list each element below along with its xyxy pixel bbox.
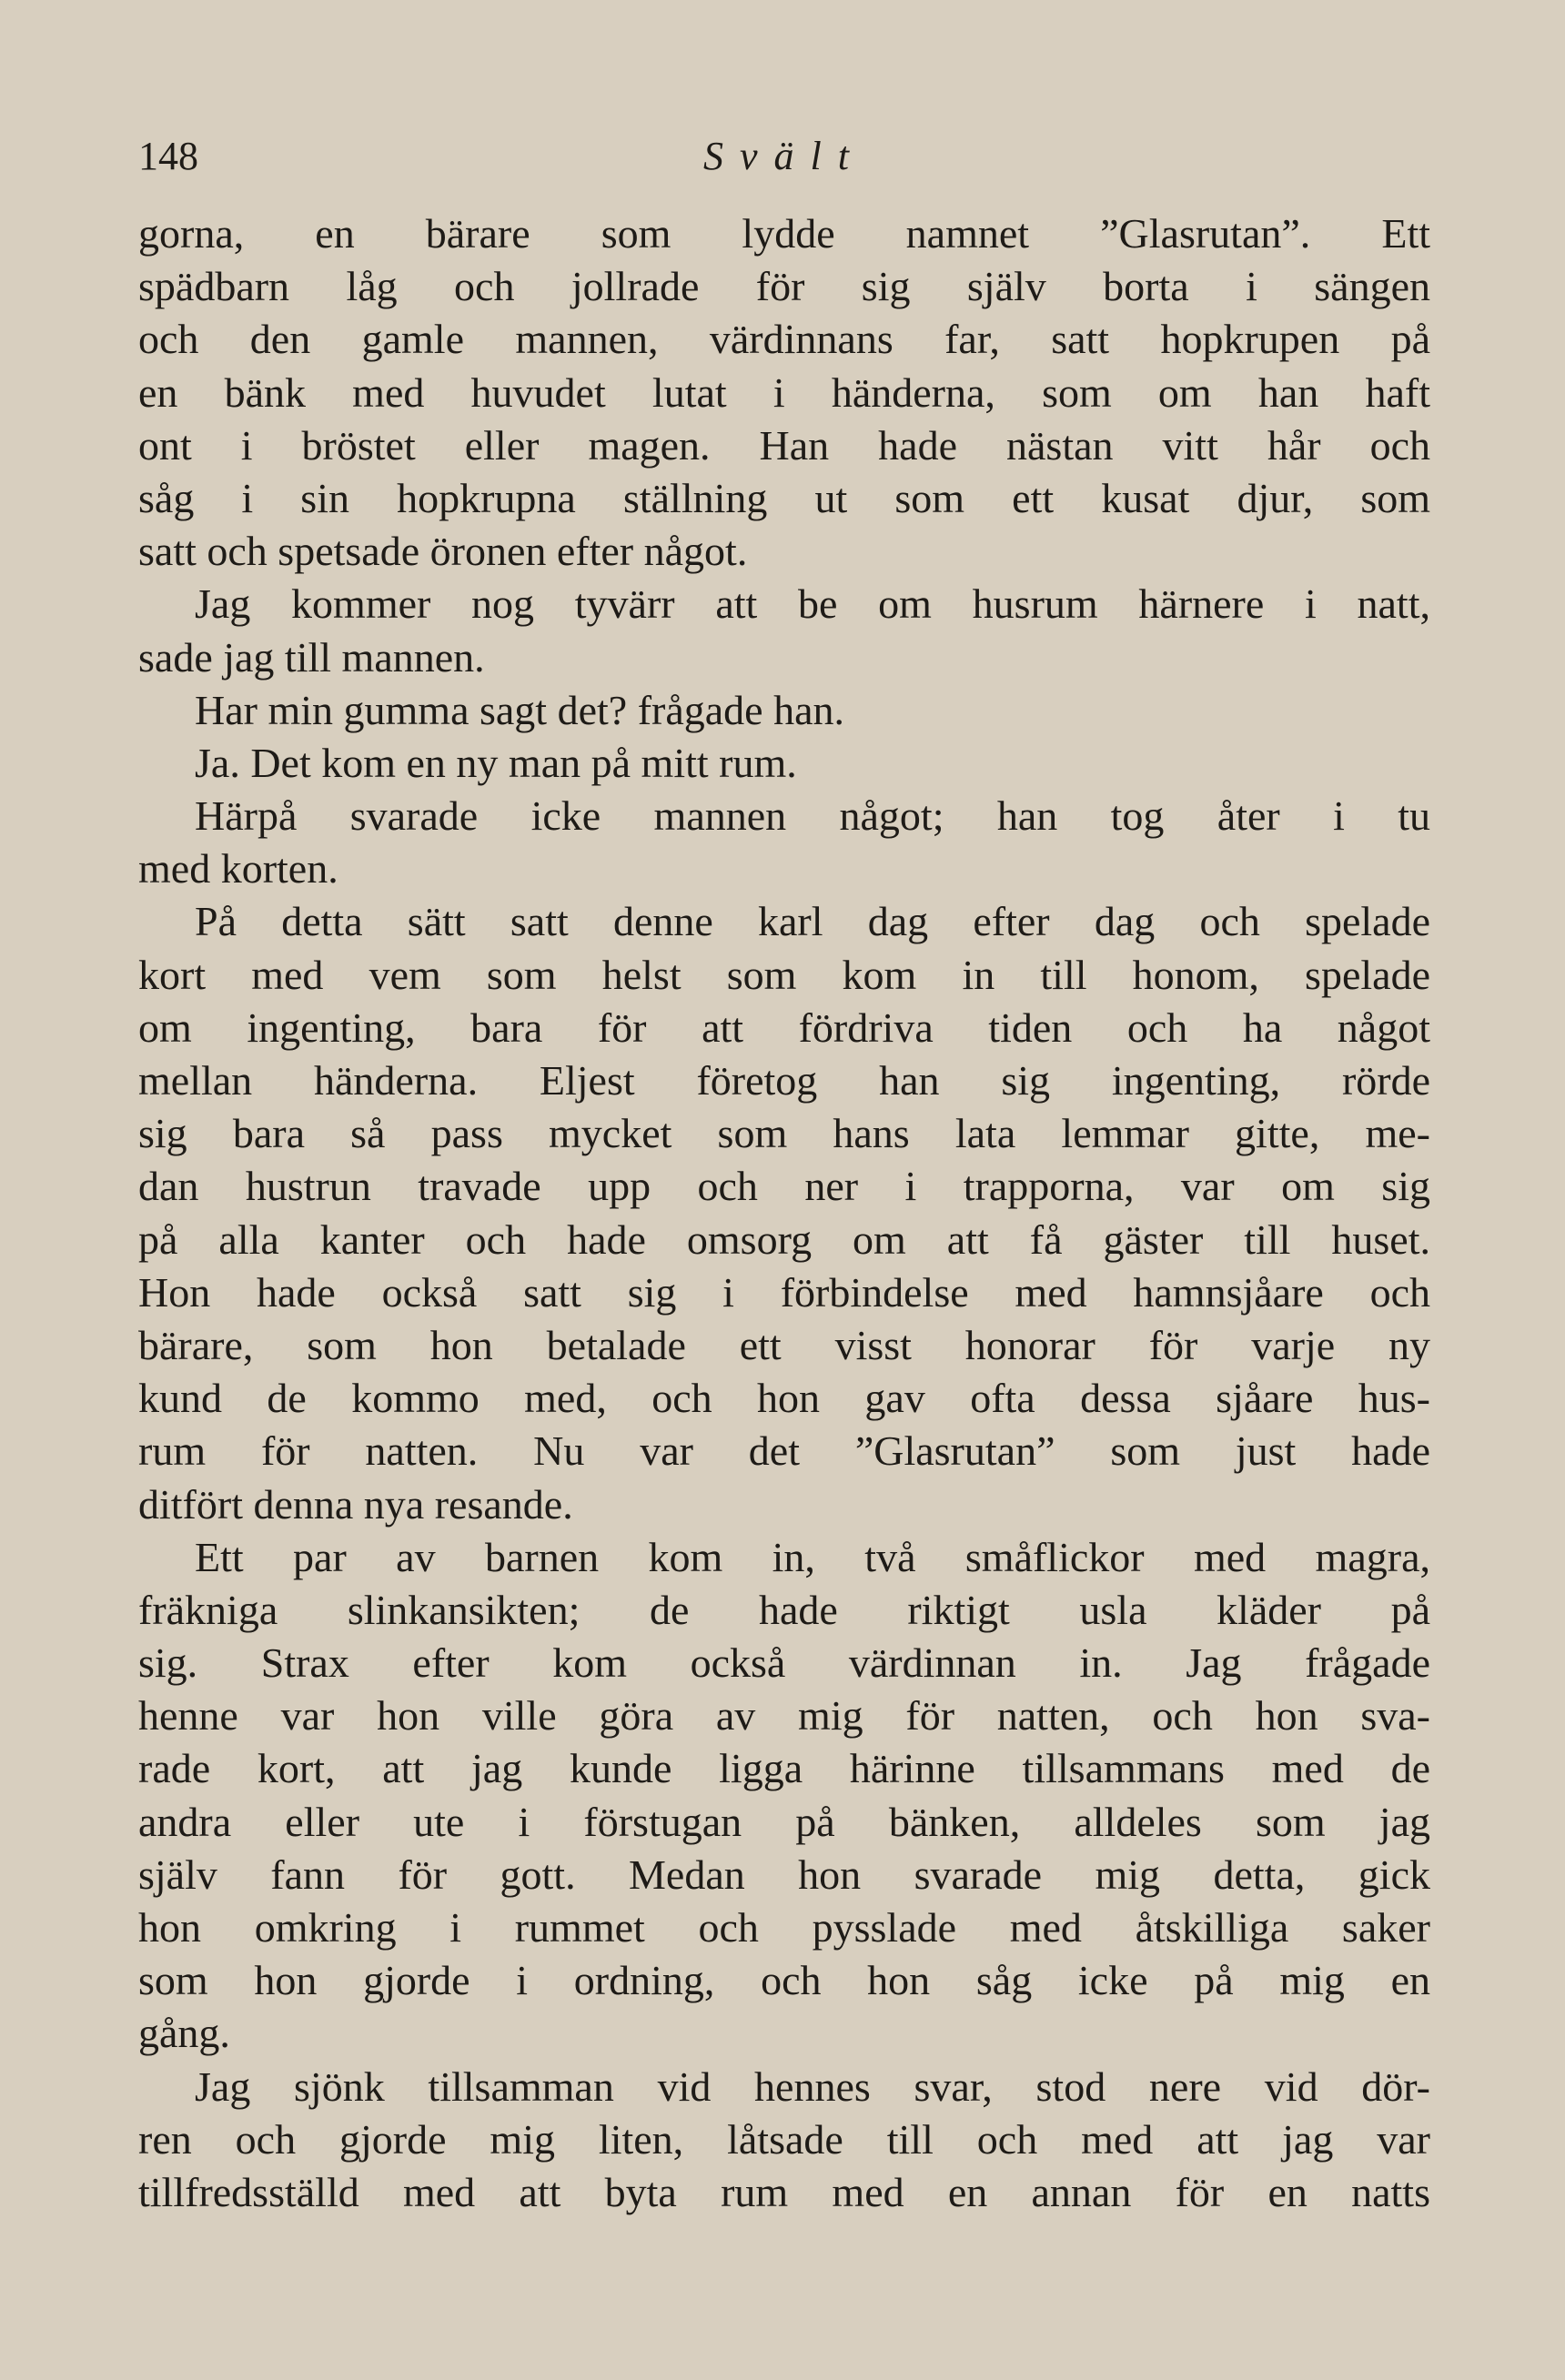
- text-line: hon omkring i rummet och pysslade med åtskilliga saker: [138, 1904, 1430, 1951]
- text-line: bärare, som hon betalade ett visst honorar för varje ny: [138, 1321, 1430, 1368]
- text-line: Ett par av barnen kom in, två småflickor med magra,: [195, 1533, 1430, 1580]
- text-line: en bänk med huvudet lutat i händerna, som om han haft: [138, 368, 1430, 416]
- text-line: ont i bröstet eller magen. Han hade nästan vitt hår och: [138, 421, 1430, 469]
- text-line: tillfredsställd med att byta rum med en annan för en natts: [138, 2168, 1430, 2215]
- text-line: Hon hade också satt sig i förbindelse med hamnsjåare och: [138, 1268, 1430, 1316]
- text-line: sig bara så pass mycket som hans lata lemmar gitte, me-: [138, 1110, 1430, 1157]
- text-line: om ingenting, bara för att fördriva tiden och ha något: [138, 1003, 1430, 1051]
- text-line: På detta sätt satt denne karl dag efter dag och spelade: [195, 898, 1430, 945]
- text-line: och den gamle mannen, värdinnans far, satt hopkrupen på: [138, 316, 1430, 363]
- text-line: Härpå svarade icke mannen något; han tog åter i tu: [195, 792, 1430, 840]
- text-line: ren och gjorde mig liten, låtsade till och med att jag var: [138, 2115, 1430, 2163]
- text-line: rum för natten. Nu var det ”Glasrutan” som just hade: [138, 1427, 1430, 1475]
- text-line: kort med vem som helst som kom in till honom, spelade: [138, 951, 1430, 998]
- text-line: satt och spetsade öronen efter något.: [138, 528, 748, 575]
- text-line: gorna, en bärare som lydde namnet ”Glasrutan”. Ett: [138, 210, 1430, 257]
- text-line: själv fann för gott. Medan hon svarade mig detta, gick: [138, 1851, 1430, 1898]
- text-line: rade kort, att jag kunde ligga härinne tillsammans med de: [138, 1745, 1430, 1792]
- page-number: 148: [138, 134, 198, 178]
- body-text: [138, 207, 1430, 2219]
- text-line: andra eller ute i förstugan på bänken, alldeles som jag: [138, 1798, 1430, 1845]
- text-line: fräkniga slinkansikten; de hade riktigt usla kläder på: [138, 1586, 1430, 1633]
- page-header: [138, 129, 1430, 184]
- text-line: kund de kommo med, och hon gav ofta dessa sjåare hus-: [138, 1375, 1430, 1422]
- text-line: sade jag till mannen.: [138, 633, 485, 681]
- text-line: sig. Strax efter kom också värdinnan in. Jag frågade: [138, 1639, 1430, 1687]
- text-line: såg i sin hopkrupna ställning ut som ett kusat djur, som: [138, 474, 1430, 521]
- text-line: dan hustrun travade upp och ner i trapporna, var om sig: [138, 1163, 1430, 1210]
- text-line: Ja. Det kom en ny man på mitt rum.: [195, 739, 797, 786]
- text-line: henne var hon ville göra av mig för natten, och hon sva-: [138, 1692, 1430, 1740]
- text-line: Jag sjönk tillsamman vid hennes svar, stod nere vid dör-: [195, 2062, 1430, 2110]
- running-title: Svält: [703, 134, 865, 178]
- text-line: spädbarn låg och jollrade för sig själv borta i sängen: [138, 263, 1430, 310]
- text-line: mellan händerna. Eljest företog han sig ingenting, rörde: [138, 1057, 1430, 1104]
- text-line: Jag kommer nog tyvärr att be om husrum härnere i natt,: [195, 580, 1430, 628]
- text-line: ditfört denna nya resande.: [138, 1480, 573, 1528]
- text-line: Har min gumma sagt det? frågade han.: [195, 686, 845, 733]
- text-line: som hon gjorde i ordning, och hon såg icke på mig en: [138, 1957, 1430, 2004]
- text-line: med korten.: [138, 845, 338, 892]
- text-line: gång.: [138, 2010, 230, 2057]
- text-line: på alla kanter och hade omsorg om att få gäster till huset.: [138, 1215, 1430, 1263]
